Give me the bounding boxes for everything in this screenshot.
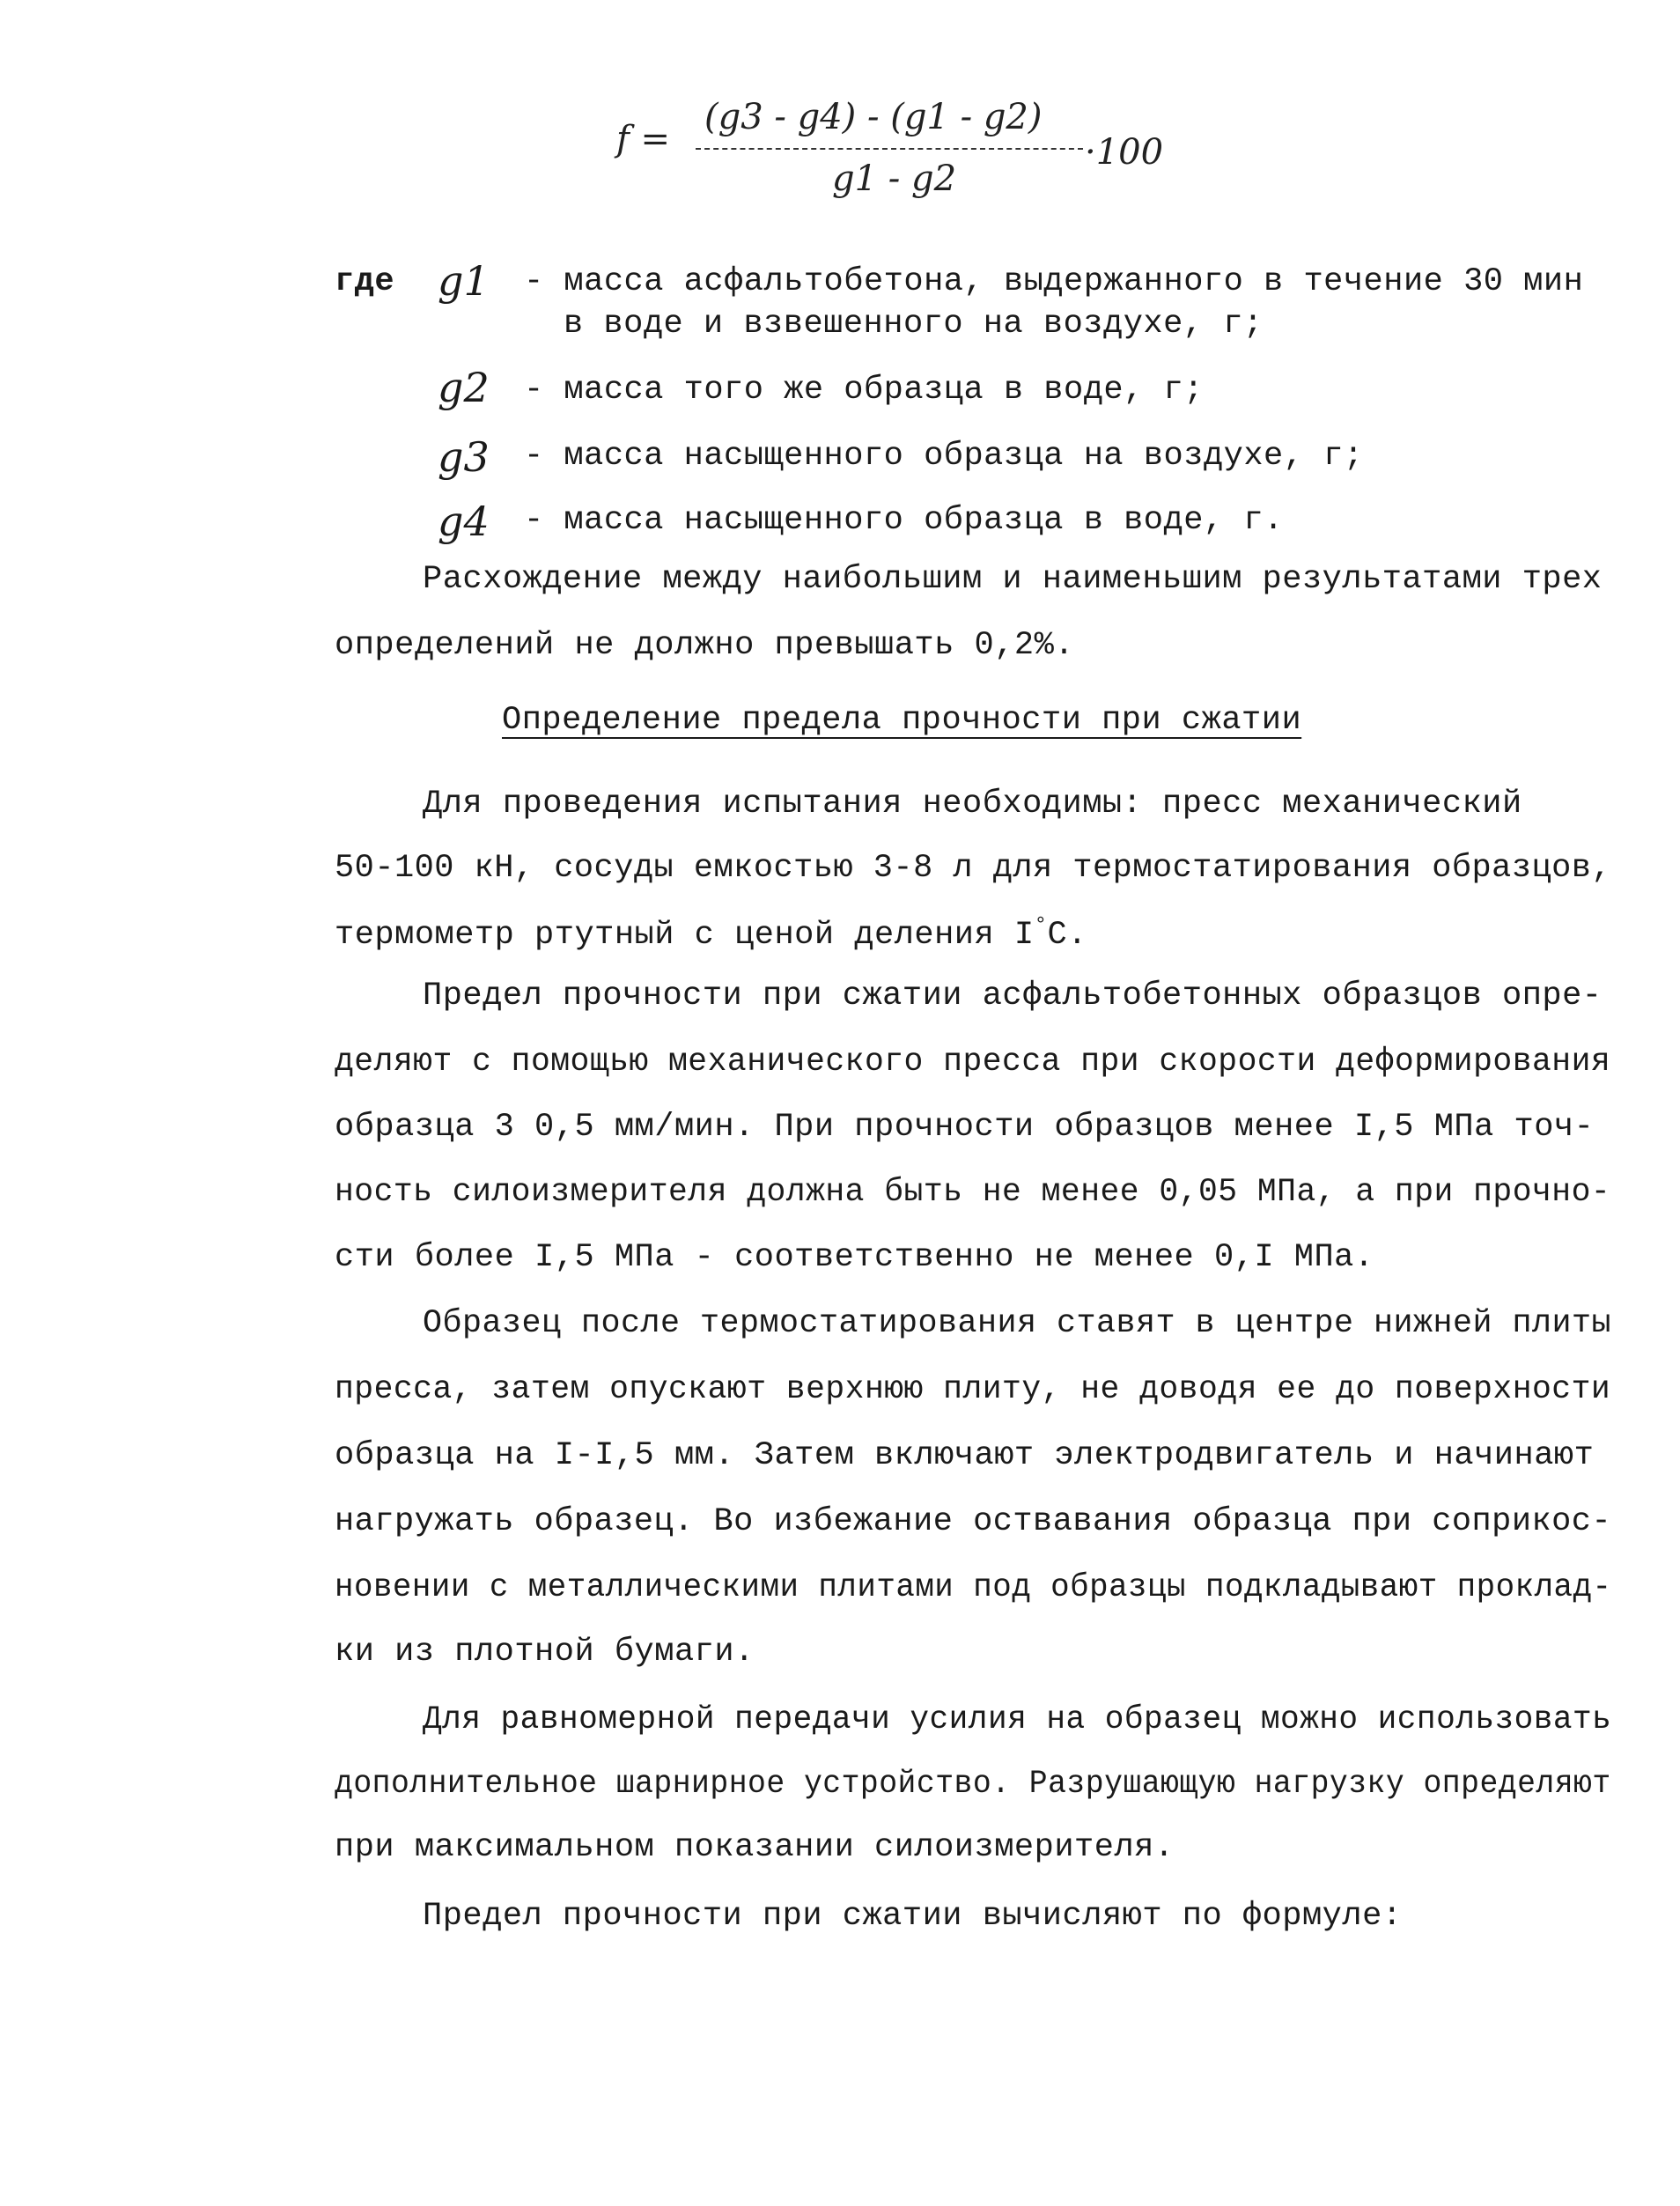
formula-lhs: f = xyxy=(616,119,671,159)
text-line: Образец после термостатирования ставят в центре нижней плиты xyxy=(423,1305,1611,1342)
fraction-bar xyxy=(696,148,1083,150)
text-line: Предел прочности при сжатии вычисляют по формуле: xyxy=(423,1898,1403,1935)
symbol-g4: g4 xyxy=(438,498,490,545)
definition-g4: - масса насыщенного образца в воде, г. xyxy=(524,502,1284,539)
text-line: Для равномерной передачи усилия на образец можно использовать xyxy=(423,1701,1612,1738)
text-line: Расхождение между наибольшим и наименьшим результатами трех xyxy=(423,561,1603,598)
symbol-g2: g2 xyxy=(438,364,490,411)
formula-numerator: (g3 - g4) - (g1 - g2) xyxy=(704,97,1043,137)
symbol-g3: g3 xyxy=(438,433,490,481)
text-line: Предел прочности при сжатии асфальтобетонных образцов опре- xyxy=(423,978,1603,1014)
definition-g2: - масса того же образца в воде, г; xyxy=(524,372,1204,409)
text-line: Для проведения испытания необходимы: пресс механический xyxy=(423,786,1522,823)
text-line: нагружать образец. Во избежание оствавания образца при соприкос- xyxy=(335,1503,1612,1540)
text-line: деляют с помощью механического пресса при скорости деформирования xyxy=(335,1044,1611,1081)
text-line xyxy=(335,916,1087,952)
formula-denominator: g1 - g2 xyxy=(832,159,957,199)
degree-sign: ° xyxy=(1034,914,1048,938)
celsius-unit: С. xyxy=(1047,917,1087,954)
text-line: 50-100 кН, сосуды емкостью 3-8 л для термостатирования образцов, xyxy=(335,850,1612,887)
definition-g1-line1: - масса асфальтобетона, выдержанного в течение 30 мин xyxy=(524,263,1584,300)
symbol-g1: g1 xyxy=(438,257,490,305)
text-line: ность силоизмерителя должна быть не менее 0,05 МПа, а при прочно- xyxy=(335,1174,1611,1211)
text-line: образца 3 0,5 мм/мин. При прочности образцов менее I,5 МПа точ- xyxy=(335,1109,1595,1146)
text-line: ки из плотной бумаги. xyxy=(335,1634,755,1671)
where-label: где xyxy=(335,263,395,300)
text-line: дополнительное шарнирное устройство. Разрушающую нагрузку определяют xyxy=(335,1766,1611,1803)
text-line: пресса, затем опускают верхнюю плиту, не доводя ее до поверхности xyxy=(335,1371,1611,1408)
definition-g3: - масса насыщенного образца на воздухе, г; xyxy=(524,438,1364,475)
text-line: сти более I,5 МПа - соответственно не менее 0,I МПа. xyxy=(335,1239,1374,1276)
text-line: определений не должно превышать 0,2%. xyxy=(335,627,1075,664)
formula-multiplier: ·100 xyxy=(1085,132,1164,173)
text-line: образца на I-I,5 мм. Затем включают электродвигатель и начинают xyxy=(335,1437,1595,1474)
equipment-line-3-text: термометр ртутный с ценой деления I xyxy=(335,917,1035,954)
text-line: при максимальном показании силоизмерителя. xyxy=(335,1829,1175,1866)
definition-g1-line2: в воде и взвешенного на воздухе, г; xyxy=(564,306,1264,343)
text-line: новении с металлическими плитами под образцы подкладывают проклад- xyxy=(335,1569,1612,1606)
section-heading: Определение предела прочности при сжатии xyxy=(502,702,1302,739)
